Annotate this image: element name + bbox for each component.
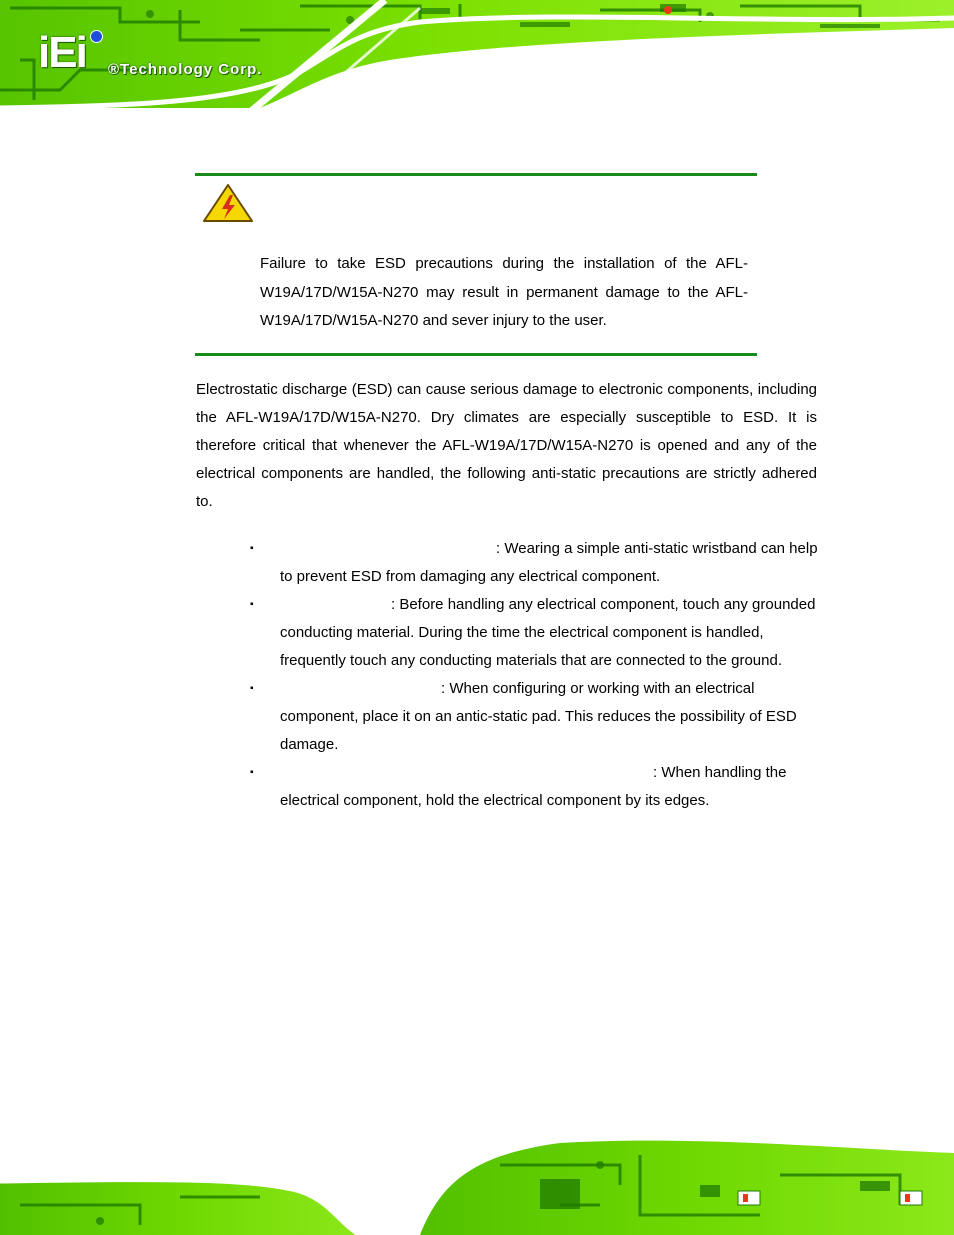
list-item bbox=[250, 675, 818, 759]
header-banner bbox=[0, 0, 954, 115]
list-item bbox=[250, 591, 818, 675]
list-item bbox=[250, 759, 818, 815]
footer-banner bbox=[0, 1125, 954, 1235]
warning-triangle-icon bbox=[202, 183, 254, 223]
logo-mark: iEi bbox=[38, 28, 86, 77]
precautions-list bbox=[250, 535, 818, 815]
intro-paragraph: Electrostatic discharge (ESD) can cause serious damage to electronic components, including the AFL-W19A/17D/W15A-N270. Dry climates are especially susceptible to ESD. It is therefore critical that whenever the AFL-W19A/17D/W15A-N270 is opened and any of the electrical components are handled, the following anti-static precautions are strictly adhered to. bbox=[196, 381, 817, 510]
warning-text: Failure to take ESD precautions during the installation of the AFL-W19A/17D/W15A-N270 may result in permanent damage to the AFL-W19A/17D/W15A-N270 and sever injury to the user. bbox=[260, 255, 748, 329]
warning-top-rule bbox=[195, 173, 757, 176]
precaution-text: : Before handling any electrical component, touch any grounded conducting material. During the time the electrical component is handled, frequently touch any conducting materials that are connected to the ground. bbox=[280, 596, 816, 669]
bullet-icon: ▪ bbox=[250, 683, 254, 694]
list-item bbox=[250, 535, 818, 591]
warning-bottom-rule bbox=[195, 353, 757, 356]
bullet-icon: ▪ bbox=[250, 599, 254, 610]
logo-company-name: ®Technology Corp. bbox=[108, 61, 263, 78]
precaution-text: : When handling the electrical component, hold the electrical component by its edges. bbox=[280, 764, 787, 809]
bullet-icon: ▪ bbox=[250, 543, 254, 554]
precaution-text: : Wearing a simple anti-static wristband can help to prevent ESD from damaging any electrical component. bbox=[280, 540, 818, 585]
circuit-board-banner bbox=[0, 0, 954, 115]
bullet-icon: ▪ bbox=[250, 767, 254, 778]
precaution-text: : When configuring or working with an electrical component, place it on an antic-static pad. This reduces the possibility of ESD damage. bbox=[280, 680, 797, 753]
circuit-board-footer bbox=[0, 1125, 954, 1235]
logo-dot-icon bbox=[90, 30, 103, 43]
